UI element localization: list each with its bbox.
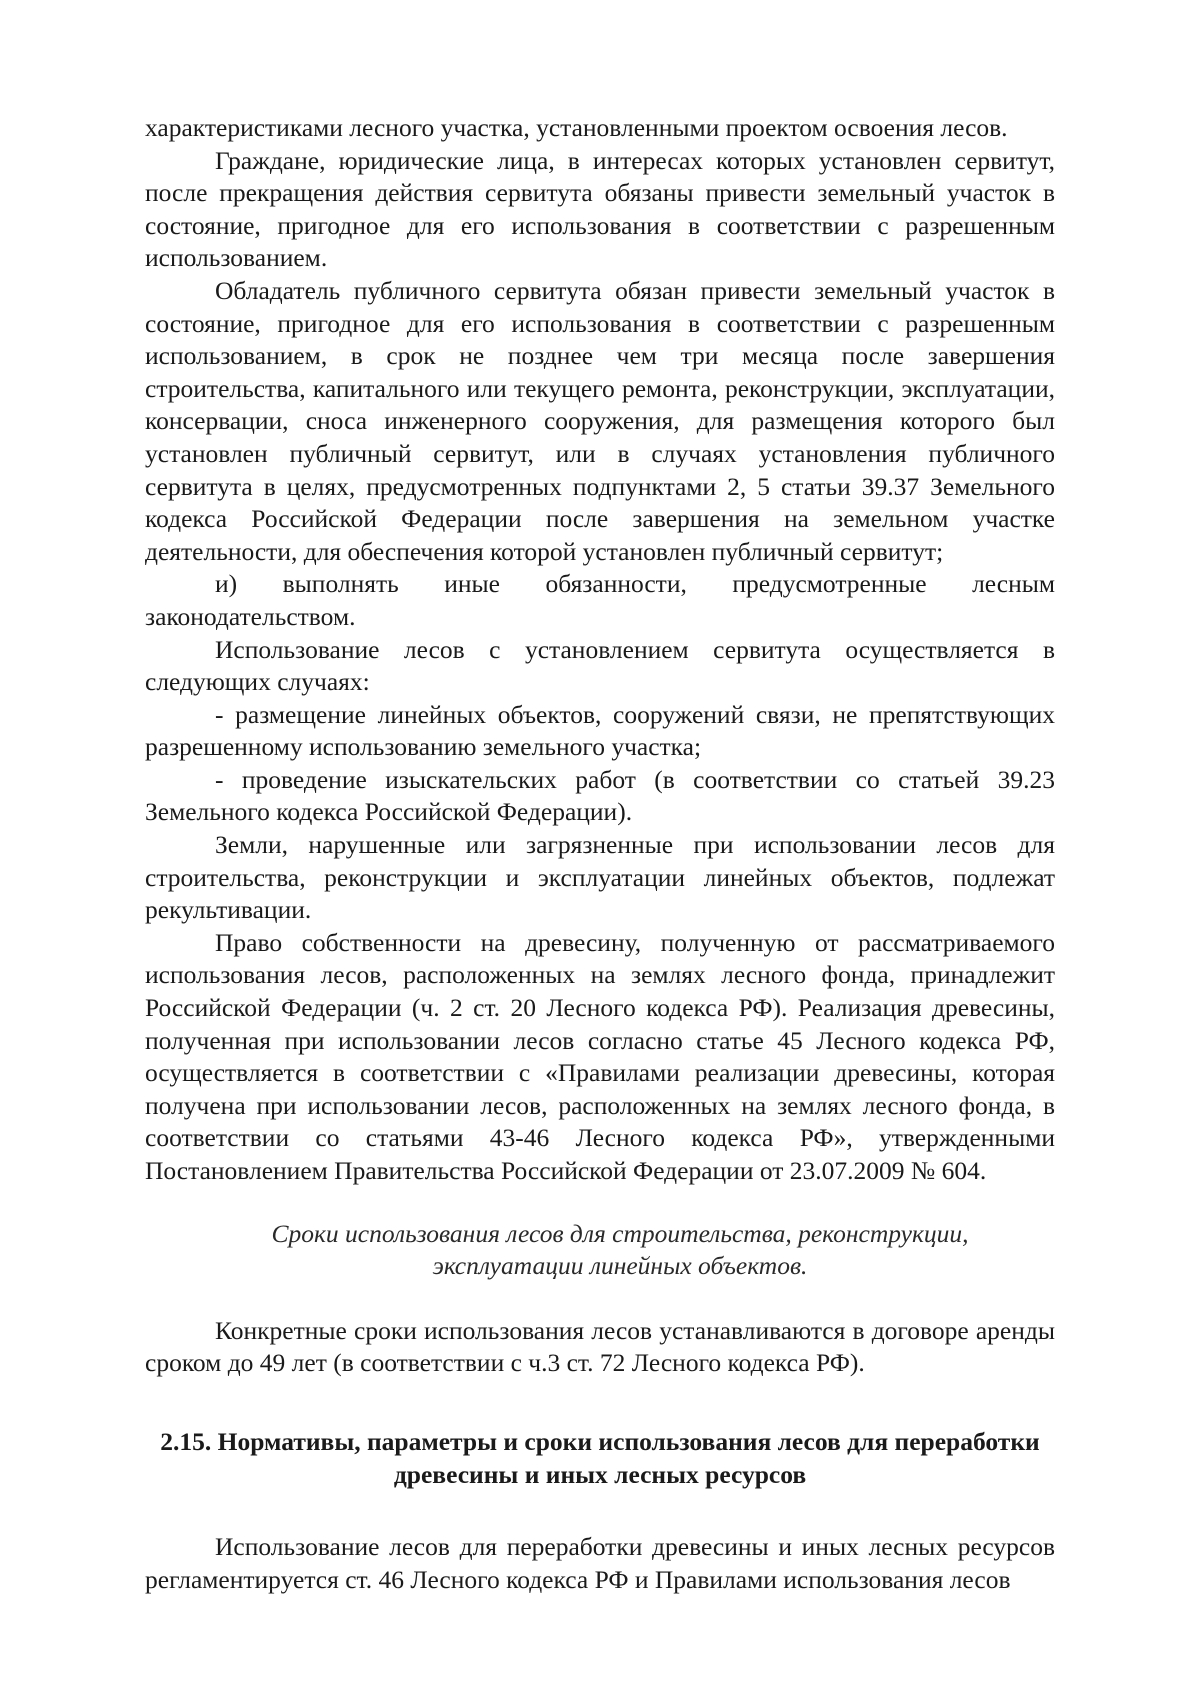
paragraph-continuation: характеристиками лесного участка, установленными проектом освоения лесов. <box>145 113 1008 142</box>
subheading-line-2: эксплуатации линейных объектов. <box>432 1251 808 1281</box>
paragraph-public-servitude: Обладатель публичного сервитута обязан привести земельный участок в состояние, пригодное для его использования в соответствии с разрешенным использованием, в срок не позднее чем три месяца после завершения строительства, капитального или текущего ремонта, реконструкции, эксплуатации, консервации, сноса инженерного сооружения, для размещения которого был установлен публичный сервитут, или в случаях установления публичного сервитута в целях, предусмотренных подпунктами 2, 5 статьи 39.37 Земельного кодекса Российской Федерации после завершения на земельном участке деятельности, для обеспечения которой установлен публичный сервитут; <box>145 275 1055 566</box>
paragraph-recultivation: Земли, нарушенные или загрязненные при использовании лесов для строительства, реконструкции и эксплуатации линейных объектов, подлежат рекультивации. <box>145 830 1055 925</box>
section-heading-line-2: древесины и иных лесных ресурсов <box>393 1459 807 1489</box>
subheading-terms <box>145 1218 1055 1283</box>
section-heading-2-15 <box>145 1426 1055 1491</box>
section-heading-line-1: 2.15. Нормативы, параметры и сроки использования лесов для переработки <box>160 1426 1040 1456</box>
paragraph-servitude-cases: Использование лесов с установлением сервитута осуществляется в следующих случаях: <box>145 634 1055 697</box>
paragraph-item-i: и) выполнять иные обязанности, предусмотренные лесным законодательством. <box>145 569 1055 631</box>
document-page <box>145 112 1055 1596</box>
paragraph-servitude-holders: Граждане, юридические лица, в интересах которых установлен сервитут, после прекращения действия сервитута обязаны привести земельный участок в состояние, пригодное для его использования в соответствии с разрешенным использованием. <box>145 145 1055 273</box>
paragraph-lease-terms: Конкретные сроки использования лесов устанавливаются в договоре аренды сроком до 49 лет (в соответствии с ч.3 ст. 72 Лесного кодекса РФ). <box>145 1315 1055 1378</box>
paragraph-processing: Использование лесов для переработки древесины и иных лесных ресурсов регламентируется ст. 46 Лесного кодекса РФ и Правилами использования лесов <box>145 1532 1055 1594</box>
list-item-survey-works: - проведение изыскательских работ (в соответствии со статьей 39.23 Земельного кодекса Российской Федерации). <box>145 764 1055 827</box>
list-item-linear-objects: - размещение линейных объектов, сооружений связи, не препятствующих разрешенному использованию земельного участка; <box>145 699 1055 762</box>
subheading-line-1: Сроки использования лесов для строительства, реконструкции, <box>271 1218 969 1248</box>
paragraph-timber-ownership: Право собственности на древесину, полученную от рассматриваемого использования лесов, расположенных на землях лесного фонда, принадлежит Российской Федерации (ч. 2 ст. 20 Лесного кодекса РФ). Реализация древесины, полученная при использовании лесов согласно статье 45 Лесного кодекса РФ, осуществляется в соответствии с «Правилами реализации древесины, которая получена при использовании лесов, расположенных на землях лесного фонда, в соответствии со статьями 43-46 Лесного кодекса РФ», утвержденными Постановлением Правительства Российской Федерации от 23.07.2009 № 604. <box>145 927 1055 1185</box>
